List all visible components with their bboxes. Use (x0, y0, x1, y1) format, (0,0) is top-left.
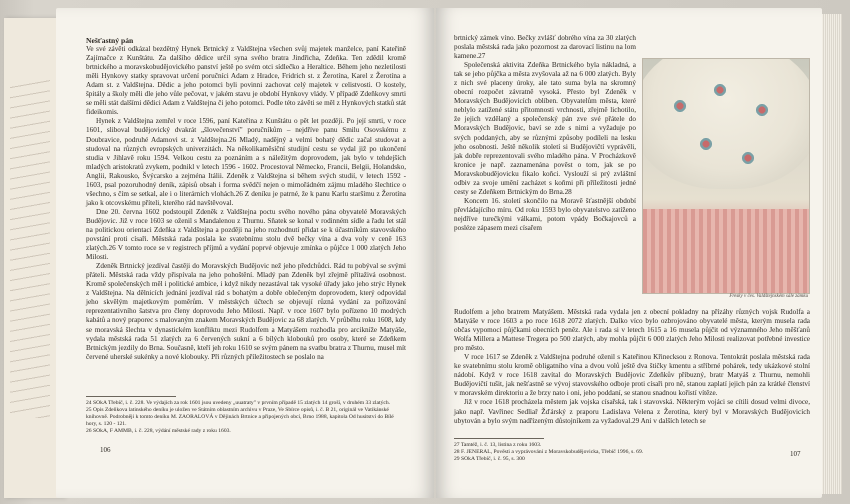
right-body-text-top (454, 34, 636, 233)
fresco-photo (642, 58, 810, 294)
left-page (56, 8, 434, 498)
footnote-29: 29 SOkA Třebíč, i. č. 95, s. 300 (454, 456, 525, 463)
right-body-text-bottom (454, 308, 810, 426)
page-number-right: 107 (790, 450, 801, 458)
right-paragraph-4: Rudolfem a jeho bratrem Matyášem. Městská rada vydala jen z obecní pokladny na přízáhy různých vojsk Rudolfa a Matyáše v roce 1603 a po roce 1618 2072 zlatých. Dalko víco bylo ozbrojováno obyvatelé města, kterým musela rada občas vypomoci půjčkami obecních peněz. Ale i rada si v letech 1615 a 16 musela půjčit od významného Jeho měšťanů Wolfa Millera a Mattese Tregera po 500 zlatých, aby mohla půjčit 6 000 zlatých Jeho Milosti realizovat potřebné investice pro město. (454, 308, 810, 353)
right-paragraph-1: brtnický zámek víno. Bečky zvlášť dobrého vína za 30 zlatých poslala městská rada jako pozornost za darovací listinu na lom kamene.27 (454, 34, 636, 61)
fresco-ornament (699, 137, 713, 151)
footnote-25: 25 Opis Zdeňkova latinského deníku je uložen ve Státním oblastním archivu v Praze, Ve Sbírce opisů, i. č. B 21, originál ve Vatikánské knihovně. Podrobněji k tomto deníku M. ZAORALOVÁ v Dějinách Brtnice a připojených obcí, Brno 1988, kapitola Od husitství do Bílé hory, s. 120 - 121. (86, 407, 394, 428)
fresco-ornament (741, 151, 755, 165)
page-number-left: 106 (100, 446, 111, 454)
vaulted-ceiling-shape (642, 58, 810, 189)
right-paragraph-3: Koncem 16. století skončilo na Moravě šťastnější období převládajícího míru. Od roku 1593 bylo obyvatelstvo zatíženo nejdříve turečkými válkami, potom vpády Bočkajovců a posléze zápasem mezi císařem (454, 196, 636, 232)
footnote-24: 24 SOkA Třebíč, i. č. 228. Ve výdajích za rok 1601 jsou uvedeny „uuatraty" v prvním případě 15 zlatých 14 groší, v druhém 33 zlatých. (86, 400, 391, 406)
section-heading: Nešťastný pán (86, 36, 134, 45)
photo-caption: Fresky v čes. Valdštejnském sále zámku (729, 294, 808, 299)
right-paragraph-6: Již v roce 1618 procházela městem jak vojska císařská, tak i stavovská. Některým vojáci se cítili dosud velmi divoce, jako např. Vavřinec Sedliař Žďárský z praporu Ladislava Velena z Žerotína, který byl v Moravských Budějovicích ubytován a bylo svým nadřízeným důstojníkem za vyžadoval.29 Ani v dalších letech se (454, 398, 810, 425)
footnote-26: 26 SOkA, F AMMB, i. č. 228, výdání městské rady z roku 1603. (86, 428, 231, 435)
right-page (436, 8, 822, 498)
fresco-ornament (755, 103, 769, 117)
footnote-28: 28 F. JENERÁL, Pověsti a vyprávování z Moravskobudějovicka, Třebíč 1996, s. 69. (454, 449, 644, 456)
left-paragraph-2: Hynek z Valdštejna zemřel v roce 1596, paní Kateřina z Kunštátu o pět let později. Po její smrti, v roce 1601, sliboval budějovický dvakrát „šlovečenství" poručníkům – nejdříve panu Smilu Osovskému z Doubravice, podruhé Adamovi st. z Valdštejna.26 Mladý, nadějný a velmi bohatý dědic začal studovat a studoval na různých evropských univerzitách. Na několikaměsíční studijní cestu se vydal již po ukončení studia v Jihlavě roku 1594. Velkou cestu za poznáním a s náležitým doprovodem, jak bylo v tehdejších mladých aristokratů zvykem, podnikl v letech 1596 - 1602. Procestoval Německo, Francii, Belgii, Holandsko, Anglii, Rakousko, Švýcarsko a zejména Itálii. Zdeněk z Valdštejna si během svých studií, v letech 1592 - 1603, psal pozoruhodný deník, zápisů obsah i forma svědčí nejen o mimořádném zájmu mladého šlechtice o všechno, s čím se setkal, ale i o literárních vlohách.26 Z deníku je patrné, že k panu Karlu staršímu z Žerotína jako k otcovskému příteli, kterého rád navštěvoval. (86, 117, 406, 207)
fresco-ornament (713, 83, 727, 97)
right-paragraph-5: V roce 1617 se Zdeněk z Valdštejna podruhé oženil s Kateřinou Křinecksou z Ronova. Tentokrát poslala městská rada ke svatebnímu stolu kromě obligatního vína a dvou volů ještě dva štičky kmentu a stříbrné pohárek, tedy ukázkové stolní nádobí. Když v roce 1618 zavítal do Moravských Budějovic Zdeňkův příbuzný, bratr Matyáš z Thurnu, nemohli Budějovičtí tušit, jak nešťastně se vývoj stavovského odboje proti císaři pro ně, stanou zaplatí jejich pán za krátké členství v moravském direktoriu a že brzy nato i oni, jeho poddaní, se stanou snadnou kořistí vítěze. (454, 353, 810, 398)
left-body-text (86, 36, 406, 362)
footnote-rule (454, 438, 544, 439)
left-paragraph-3: Dne 20. června 1602 podstoupil Zdeněk z Valdštejna poctu svého nového pána obyvatelé Moravských Budějovic. Již v roce 1603 se oženil s Mandalenou z Thurnu. Sňatek se konal v rodinném sídle a řadu let stál na politickou orientaci Zdeňka z Valdštejna a později na jeho rozhodnutí přidat se k účastníkům stavovského povstání proti císaři. Městská rada poslala ke svatebnímu stolu dvě bečky vína a dva voly v ceně 163 zlatých.26 V tomto roce se v registrech příjmů a vydání poprvé objevuje zmínka o půjčce 1 000 zlatých Jeho Milosti. (86, 207, 406, 262)
left-paragraph-4: Zdeněk Brtnický jezdíval častěji do Moravských Budějovic než jeho předchůdci. Rád tu pobýval se svými přáteli. Městská rada vždy přispívala na jeho pohoštění. Mladý pan Zdeněk byl zřejmě přítaživá osobnost. Kromě společenských měl i politické ambice, i když nikdy nezastával tak vysoké úřady jako jeho strýc Hynek z Valdštejna. Na dělnicích jednání jezdíval rád s bohatým a dobře oblečeným doprovodem, který odpovídal jeho skvělým majetkovým poměrům. V městských účtech se objevují různá vydání za pořizování reprezentativního šatstva pro členy doprovodu Jeho Milosti. Např. v roce 1607 bylo pořízeno 10 modrých kabátů a nový praporec s malovaným znakem Moravských Budějovic za 68 zlatých. V průběhu roku 1608, kdy se moravská šlechta v dynastickém konfliktu mezi Rudolfem a Matyášem rozhodla pro arcikníže Matyáše, vydala městská rada 51 zlatých za 6 červených sukní a 6 bílých klobouků pro osoby, které se Zdeňkem Brtnickým jezdily do Brna. Současně, kteří jeh roku 1610 se svým pánem na svatbu bratra z Thurnu, musel mít červené uherské sukénky a nové klobouky. Při různých příležitostech se poslalo na (86, 262, 406, 361)
left-footnotes (86, 400, 406, 435)
right-paragraph-2: Společenská aktivita Zdeňka Brtnického byla nákladná, a tak se jeho půjčka a města zvyšovala až na 6 000 zlatých. Byly z nich své placeny úroky, ale tato suma byla na skromný obecní rozpočet závratně vysoká. Přesto byl Zdeněk v Moravských Budějovicích oblíben. Obyvatelům města, které neblylo zatížené státu přitomnosti vrchnosti, zřejmě lichotilo, že jejich vzdělaný a společenský pán zve své přátele do Moravských Budějovic, baví se zde s nimi a vyžaduje po svých poddaných, aby se různými způsoby podíleli na lesku jeho osobnosti. Ještě několik století si Budějovičtí vyprávěli, jak dobře reprezentovali svého mladého pána. V Procházkově kronice je např. zaznamenána pověst o tom, jak se po Moravskobudějovicku fikalo koňci. Vyslouží si prý zvláštní odbiv za svoje umění zacházet s koňmi při příležitosti jedné cesty se Zdeňkem Brtnickým do Brna.28 (454, 61, 636, 196)
fresco-ornament (673, 99, 687, 113)
footnote-27: 27 Tamtéž, i. č. 13, listina z roku 1603. (454, 442, 542, 448)
right-footnotes (454, 442, 810, 463)
page-edges (822, 14, 842, 494)
painted-drapery (643, 209, 809, 293)
footnote-rule (86, 396, 176, 397)
left-paragraph-1: Ve své závěti odkázal bezdětný Hynek Brtnický z Valdštejna všechen svůj majetek manželce, paní Kateřině Zajímačce z Kunštátu. Za dalšího dědice určil syna svého bratra Jindřicha, Zdeňka. Ten zdědil kromě brtnického a moravskobudějovického panství ještě po svém otci sídlečko a Heraltice. Během jeho nezletilosti měli Hynkovy statky spravovat určení poručníci Adam z Hradce, Fridrich st. z Žerotína, Karel z Žerotína a Adam st. z Valdštejna. Dědic a jeho potomci byli povinni zachovat celý majetek v celistvosti. O kostely, špitály a školy měli dle jeho vůle pečovat, v jakém stavu je období Hynkovy vlády. V případě Zdeňkovy smrti se měli stát dalšími dědici Adam z Valdštejna či jeho potomci. Podle této závěti se měl z Hynkových statků stát fideikomis. (86, 45, 406, 117)
underlying-handwritten-page (4, 18, 64, 498)
